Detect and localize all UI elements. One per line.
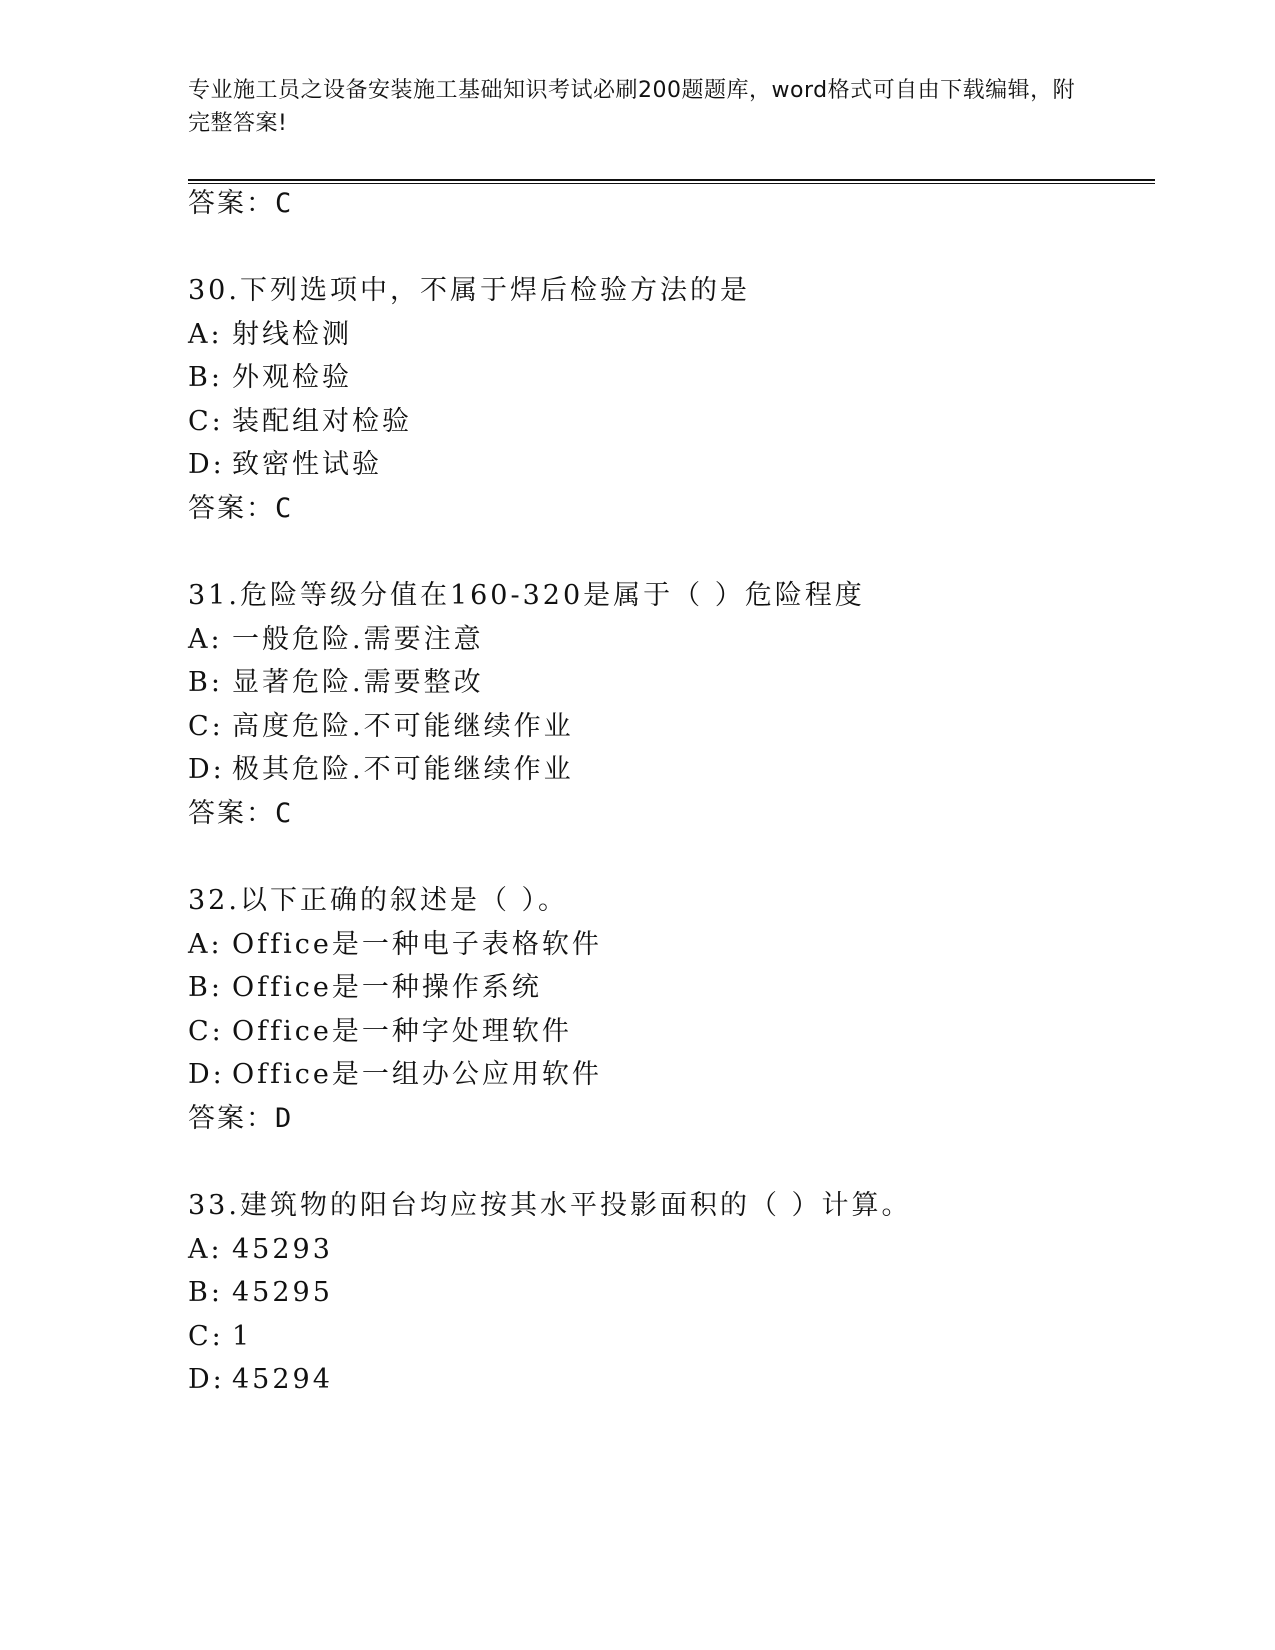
option-key: D:: [188, 449, 225, 480]
question-stem: 30.下列选项中，不属于焊后检验方法的是: [188, 275, 750, 306]
option-key: C:: [188, 406, 224, 437]
option-c: [188, 405, 412, 439]
option-c: [188, 1320, 252, 1354]
answer-label: 答案：: [188, 798, 275, 829]
option-key: D:: [188, 1364, 225, 1395]
option-key: C:: [188, 711, 224, 742]
option-key: C:: [188, 1016, 224, 1047]
question-stem: 32.以下正确的叙述是（ ）。: [188, 885, 569, 916]
option-text: 1: [232, 1321, 253, 1352]
option-key: D:: [188, 1059, 225, 1090]
answer: [188, 492, 293, 526]
option-c: [188, 710, 574, 744]
option-a: [188, 318, 352, 352]
option-d: [188, 1363, 333, 1397]
option-text: 装配组对检验: [232, 406, 412, 437]
answer-label: 答案：: [188, 493, 275, 524]
option-a: [188, 623, 484, 657]
option-text: 高度危险.不可能继续作业: [232, 711, 574, 742]
answer-value: D: [275, 1103, 294, 1134]
option-d: [188, 1058, 602, 1092]
option-text: 外观检验: [232, 362, 352, 393]
option-d: [188, 753, 574, 787]
option-a: [188, 928, 602, 962]
option-key: B:: [188, 362, 223, 393]
answer-label: 答案：: [188, 1103, 275, 1134]
header-divider: [188, 179, 1155, 184]
option-b: [188, 361, 352, 395]
answer-value: C: [275, 493, 294, 524]
option-key: B:: [188, 1277, 223, 1308]
question-stem: 33.建筑物的阳台均应按其水平投影面积的（ ）计算。: [188, 1190, 912, 1221]
option-key: A:: [188, 624, 223, 655]
option-key: A:: [188, 929, 223, 960]
answer: [188, 797, 293, 831]
answer: [188, 1102, 293, 1136]
option-text: 极其危险.不可能继续作业: [232, 754, 574, 785]
option-text: 射线检测: [232, 319, 352, 350]
page-title: 专业施工员之设备安装施工基础知识考试必刷200题题库，word格式可自由下载编辑，附完整答案!: [188, 78, 1076, 136]
option-key: B:: [188, 972, 223, 1003]
answer-value: C: [275, 188, 294, 219]
option-text: 一般危险.需要注意: [232, 624, 484, 655]
question-stem: 31.危险等级分值在160-320是属于（ ）危险程度: [188, 580, 865, 611]
option-text: 45294: [232, 1364, 333, 1395]
option-b: [188, 666, 484, 700]
option-b: [188, 971, 542, 1005]
option-text: 显著危险.需要整改: [232, 667, 484, 698]
answer-value: C: [275, 798, 294, 829]
option-key: A:: [188, 319, 223, 350]
option-text: 45293: [232, 1234, 333, 1265]
option-text: Office是一组办公应用软件: [232, 1059, 602, 1090]
option-text: Office是一种电子表格软件: [232, 929, 602, 960]
option-key: A:: [188, 1234, 223, 1265]
option-a: [188, 1233, 333, 1267]
option-d: [188, 448, 382, 482]
option-c: [188, 1015, 572, 1049]
option-text: 45295: [232, 1277, 333, 1308]
option-key: B:: [188, 667, 223, 698]
option-text: Office是一种操作系统: [232, 972, 542, 1003]
option-text: 致密性试验: [232, 449, 382, 480]
answer-label: 答案：: [188, 188, 275, 219]
option-text: Office是一种字处理软件: [232, 1016, 572, 1047]
option-b: [188, 1276, 333, 1310]
option-key: D:: [188, 754, 225, 785]
answer-prev: [188, 187, 293, 221]
option-key: C:: [188, 1321, 224, 1352]
